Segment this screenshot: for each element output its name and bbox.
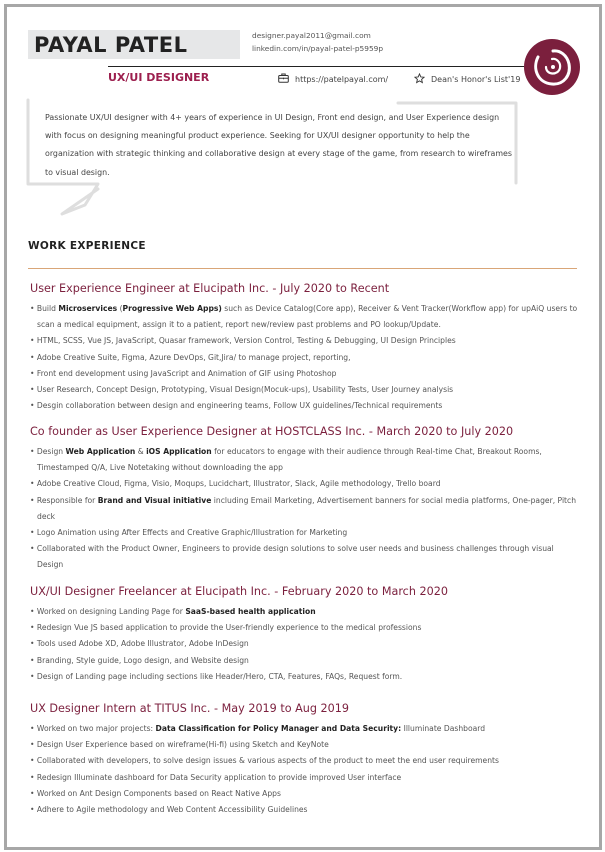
bullet-text: &: [135, 447, 147, 456]
job-bullet: [30, 301, 580, 333]
section-divider: [28, 268, 577, 269]
bullet-text: Collaborated with the Product Owner, Engineers to provide design solutions to solve user needs and business challenges through visual Design: [36, 544, 554, 570]
website-link[interactable]: https://patelpayal.com/: [295, 74, 389, 84]
section-heading-work-experience: WORK EXPERIENCE: [28, 240, 146, 252]
linkedin-link[interactable]: linkedin.com/in/payal-patel-p5959p: [252, 44, 384, 53]
job-title: User Experience Engineer at Elucipath Inc. - July 2020 to Recent: [30, 282, 390, 295]
bullet-text: HTML, SCSS, Vue JS, JavaScript, Quasar framework, Version Control, Testing & Debugging, UI Design Principles: [36, 336, 456, 346]
job-bullet: [30, 366, 580, 382]
job-title: UX Designer Intern at TITUS Inc. - May 2019 to Aug 2019: [30, 702, 350, 715]
bullet-text: Design User Experience based on wireframe(Hi-fi) using Sketch and KeyNote: [36, 740, 329, 750]
bullet-text: Logo Animation using After Effects and Creative Graphic/Illustration for Marketing: [36, 528, 348, 538]
job-bullet: [30, 333, 580, 349]
job-bullet: [30, 444, 580, 476]
job-bullet: [30, 786, 580, 802]
bullet-text: Redesign Vue JS based application to provide the User-friendly experience to the medical professions: [36, 623, 422, 633]
job-bullet: [30, 398, 580, 414]
job-entry: [30, 281, 580, 414]
bullet-text: User Research, Concept Design, Prototyping, Visual Design(Mocuk-ups), Usability Tests, User Journey analysis: [36, 385, 454, 395]
job-bullet: [30, 525, 580, 541]
bullet-bold-text: Microservices: [58, 304, 118, 313]
bullet-text: for educators to engage with their audience through Real-time Chat, Breakout Rooms, Timestamped Q/A, Live Notetaking without downloading the app: [37, 447, 542, 473]
job-bullet: [30, 620, 580, 636]
bullet-text: Adobe Creative Suite, Figma, Azure DevOps, Git,Jira/ to manage project, reporting,: [36, 352, 351, 362]
bullet-text: Front end development using JavaScript and Animation of GIF using Photoshop: [36, 368, 337, 378]
job-bullet: [30, 493, 580, 525]
bullet-bold-text: Brand and Visual initiative: [97, 495, 212, 505]
bullet-text: Collaborated with developers, to solve design issues & various aspects of the product to meet the end user requirements: [36, 756, 499, 766]
bullet-bold-text: Web Application: [65, 447, 136, 456]
bullet-text: Redesign Illuminate dashboard for Data Security application to provide improved User interface: [36, 772, 402, 782]
job-bullet: [30, 350, 580, 366]
job-title: Co founder as User Experience Designer at HOSTCLASS Inc. - March 2020 to July 2020: [30, 425, 514, 438]
bullet-bold-text: SaaS-based health application: [185, 607, 316, 616]
bullet-text: Build: [36, 304, 59, 313]
bullet-text: Desgin collaboration between design and engineering teams, Follow UX guidelines/Technical requirements: [36, 401, 443, 411]
bullet-text: Adhere to Agile methodology and Web Content Accessibility Guidelines: [36, 805, 308, 815]
bullet-text: Design: [36, 447, 66, 456]
bullet-text: Design of Landing page including sections like Header/Hero, CTA, Features, FAQs, Request form.: [36, 671, 403, 681]
bullet-text: Worked on two major projects:: [36, 724, 156, 733]
job-bullet: [30, 541, 580, 573]
summary-text: Passionate UX/UI designer with 4+ years of experience in UI Design, Front end design, and User Experience design with focus on designing meaningful product experience. Seeking for UX/UI designer opportunity to help the organization with strategic thinking and collaborative design at every stage of the game, from research to wireframes to visual design.: [45, 113, 512, 177]
role-title: UX/UI DESIGNER: [108, 71, 210, 84]
job-bullet: [30, 604, 580, 620]
job-bullet: [30, 770, 580, 786]
job-title: UX/UI Designer Freelancer at Elucipath Inc. - February 2020 to March 2020: [30, 585, 448, 598]
job-bullet-list: [30, 301, 580, 414]
email[interactable]: designer.payal2011@gmail.com: [252, 31, 371, 40]
job-bullet: [30, 669, 580, 685]
job-bullet: [30, 636, 580, 652]
job-bullet-list: [30, 444, 580, 574]
bullet-text: including Email Marketing, Advertisement banners for social media platforms, One-pager, Pitch deck: [37, 495, 577, 521]
bullet-bold-text: iOS Application: [146, 447, 212, 456]
bullet-bold-text: Data Classification for Policy Manager and Data Security:: [155, 724, 402, 733]
job-bullet: [30, 753, 580, 769]
job-bullet: [30, 802, 580, 818]
honor-text: Dean's Honor's List'19: [431, 75, 521, 84]
job-bullet-list: [30, 721, 580, 818]
bullet-bold-text: Progressive Web Apps): [122, 304, 222, 313]
job-entry: [30, 701, 580, 818]
job-entry: [30, 424, 580, 574]
job-entry: [30, 584, 580, 685]
job-bullet: [30, 721, 580, 737]
candidate-name: PAYAL PATEL: [34, 33, 188, 57]
job-bullet: [30, 737, 580, 753]
job-bullet-list: [30, 604, 580, 685]
bullet-text: Worked on designing Landing Page for: [36, 607, 186, 616]
job-bullet: [30, 382, 580, 398]
job-bullet: [30, 476, 580, 492]
bullet-text: Tools used Adobe XD, Adobe Illustrator, Adobe InDesign: [36, 639, 249, 649]
bullet-text: Responsible for: [36, 495, 98, 505]
bullet-text: Branding, Style guide, Logo design, and Website design: [36, 655, 249, 665]
bullet-text: (: [117, 304, 123, 313]
job-bullet: [30, 653, 580, 669]
bullet-text: Worked on Ant Design Components based on React Native Apps: [36, 788, 281, 798]
bullet-text: Illuminate Dashboard: [401, 724, 486, 733]
bullet-text: such as Device Catalog(Core app), Receiver & Vent Tracker(Workflow app) for upAiQ users to scan a medical equipment, assign it to a patient, report new/review past problems and PO lookup/Update.: [37, 304, 578, 330]
bullet-text: Adobe Creative Cloud, Figma, Visio, Moqups, Lucidchart, Illustrator, Slack, Agile methodology, Trello board: [36, 479, 441, 489]
